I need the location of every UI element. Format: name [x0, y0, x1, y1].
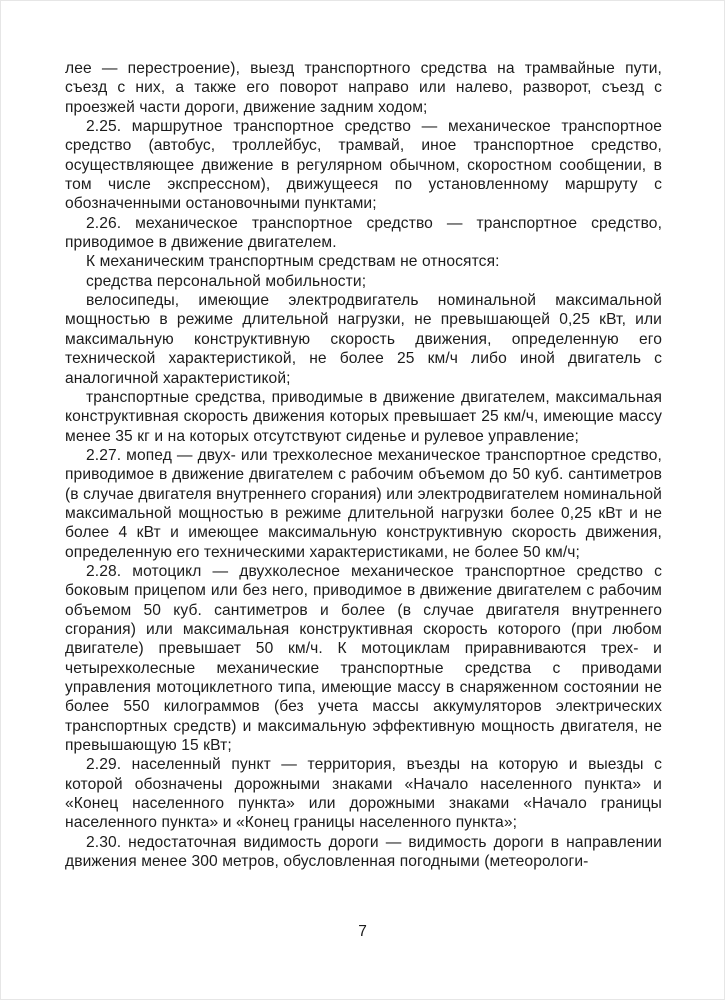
page-number: 7 [358, 923, 367, 940]
paragraph: 2.28. мотоцикл — двухколесное механическое транспортное средство с боковым прицепом или без него, приводимое в движение двигателем с рабочим объемом 50 куб. сантиметров и более (в случае двигателя внутреннего сгорания) или максимальная конструктивная скорость которого (при любом двигателе) превышает 50 км/ч. К мотоциклам приравниваются трех- и четырехколесные механические транспортные средства с приводами управления мотоциклетного типа, имеющие массу в снаряженном состоянии не более 550 килограммов (без учета массы аккумуляторов электрических транспортных средств) и максимальную эффективную мощность двигателя, не превышающую 15 кВт; [65, 562, 662, 755]
paragraph: 2.26. механическое транспортное средство — транспортное средство, приводимое в движение двигателем. [65, 214, 662, 252]
paragraph: 2.29. населенный пункт — территория, въезды на которую и выезды с которой обозначены дорожными знаками «Начало населенного пункта» и «Конец населенного пункта» или дорожными знаками «Начало границы населенного пункта» и «Конец границы населенного пункта»; [65, 756, 662, 832]
paragraph: 2.30. недостаточная видимость дороги — видимость дороги в направлении движения менее 300 метров, обусловленная погодными (метеорологи- [65, 833, 662, 871]
paragraph: велосипеды, имеющие электродвигатель номинальной максимальной мощностью в режиме длительной нагрузки, не превышающей 0,25 кВт, или максимальную конструктивную скорость движения, определенную его технической характеристикой, не более 25 км/ч либо иной двигатель с аналогичной характеристикой; [65, 292, 662, 387]
paragraph: средства персональной мобильности; [86, 272, 367, 290]
paragraph: транспортные средства, приводимые в движение двигателем, максимальная конструктивная скорость движения которых превышает 25 км/ч, имеющие массу менее 35 кг и на которых отсутствуют сиденье и рулевое управление; [65, 388, 662, 445]
text-block [65, 59, 662, 871]
paragraph: лее — перестроение), выезд транспортного средства на трамвайные пути, съезд с них, а также его поворот направо или налево, разворот, съезд с проезжей части дороги, движение задним ходом; [65, 60, 662, 116]
paragraph: 2.27. мопед — двух- или трехколесное механическое транспортное средство, приводимое в движение двигателем с рабочим объемом до 50 куб. сантиметров (в случае двигателя внутреннего сгорания) или электродвигателем номинальной максимальной мощностью в режиме длительной нагрузки более 0,25 кВт и не более 4 кВт и имеющее максимальную конструктивную скорость движения, определенную его техническими характеристиками, не более 50 км/ч; [65, 446, 662, 561]
paragraph: 2.25. маршрутное транспортное средство — механическое транспортное средство (автобус, троллейбус, трамвай, иное транспортное средство, осуществляющее движение в регулярном обычном, скоростном сообщении, в том числе экспрессном), движущееся по установленному маршруту с обозначенными остановочными пунктами; [65, 118, 662, 213]
paragraph: К механическим транспортным средствам не относятся: [86, 253, 500, 271]
